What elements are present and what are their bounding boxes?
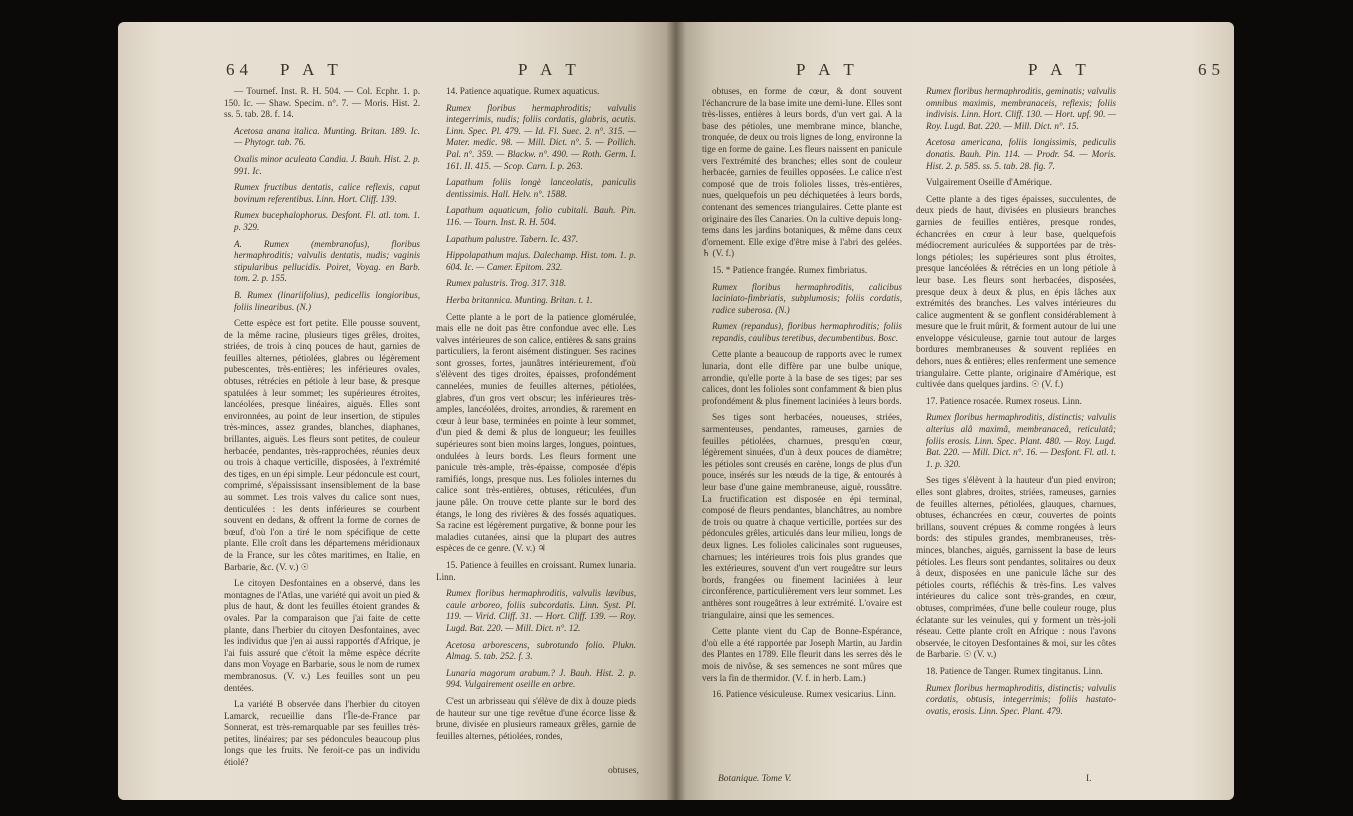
paragraph: 15. Patience à feuilles en croissant. Rumex lunaria. Linn. [436,559,636,582]
paragraph: Cette plante a beaucoup de rapports avec le rumex lunaria, dont elle diffère par une bulbe unique, arrondie, qu'elle porte à la base de ses tiges; par ses calices, dont les folioles sont confamment & bien plus profondément & plus finement laciniées à leurs bords. [702,349,902,406]
left-header-left: P A T [280,60,343,79]
left-header-right: P A T [518,60,581,79]
paragraph: Rumex palustris. Trog. 317. 318. [446,278,567,289]
paragraph: A. Rumex (membranofus), floribus hermaphroditis; valvulis dentatis, nudis; vaginis stipularibus pellucidis. Poiret, Voyag. en Barb. tom. 2. p. 155. [234,238,420,284]
paragraph: Cette espèce est fort petite. Elle pousse souvent, de la même racine, plusieurs tiges grêles, droites, striées, de trois à cinq pouces de haut, garnies de feuilles alternes, pétiolées, glabres ou légèrement pubescentes, très-entières; les inférieures ovales, obtuses, rétrécies en pétiole à leur base, & presque spatulées à leur sommet; les supérieures étroites, lancéolées, presque linéaires, aiguës. Elles sont environnées, au point de leur insertion, de stipules très-minces, assez grandes, blanches, diaphanes, brillantes, aiguës. Les fleurs sont petites, de couleur herbacée, pendantes, très-rapprochées, réunies deux ou trois à chaque verticille, disposées, à l'extrémité des tiges, en un épi simple. Leur pédoncule est court, comprimé, s'épaississant insensiblement de la base au sommet. Les trois valves du calice sont nues, denticulées : les dents inférieures se courbent souvent en dedans, & offrent la forme de cornes de bœuf, d'où l'on a tiré le nom spécifique de cette plante. Elle croît dans les départemens méridionaux de la France, sur les côtes maritimes, en Italie, en Barbarie, &c. (V. v.) ☉ [224,318,420,572]
paragraph: Acetosa anana italica. Munting. Britan. 189. Ic. — Phytogr. tab. 76. [234,125,420,148]
catchword: obtuses, [608,766,639,776]
open-book [118,12,1234,812]
paragraph: Lapathum aquaticum, folio cubitali. Bauh. Pin. 116. — Tourn. Inst. R. H. 504. [446,205,636,227]
left-page-column-1 [224,86,420,774]
paragraph: Cette plante vient du Cap de Bonne-Espérance, d'où elle a été rapportée par Joseph Martin, au Jardin des Plantes en 1789. Elle fleurit dans les serres dès le mois de nivôse, & ses semences ne sont mûres que vers la fin de thermidor. (V. f. in herb. Lam.) [702,626,902,683]
paragraph: Rumex floribus hermaphroditis, calicibus laciniato-fimbriatis, subplumosis; foliis cordatis, radice suberosa. (N.) [712,281,902,315]
signature-mark: I. [1086,774,1092,784]
paragraph: 14. Patience aquatique. Rumex aquaticus. [446,86,600,96]
book-gutter [666,22,686,800]
paragraph: Le citoyen Desfontaines en a observé, dans les montagnes de l'Atlas, une variété qui avoit un pied & plus de haut, & dont les feuilles étoient grandes & ovales. Par la comparaison que j'ai faite de cette plante, dans l'herbier du citoyen Desfontaines, avec les individus que j'en ai aussi rapportés d'Afrique, je l'ai fuis assuré que c'étoit la même espèce décrite dans mon Voyage en Barbarie, sous le nom de rumex membranosus. (V. v.) Les feuilles sont un peu dentées. [224,578,420,693]
paragraph: B. Rumex (linariifolius), pedicellis longioribus, foliis linearibus. (N.) [234,289,420,312]
paragraph: La variété B observée dans l'herbier du citoyen Lamarck, recueillie dans l'Île-de-France par Sonnerat, est très-remarquable par ses feuilles très-petites, linéaires; par ses pédoncules beaucoup plus longs que les fruits. Ne feroit-ce pas un individu étiolé? [224,699,420,768]
paragraph: Acetosa americana, foliis longissimis, pediculis donatis. Bauh. Pin. 114. — Prodr. 54. — Moris. Hist. 2. p. 585. ss. 5. tab. 28. fig. 7. [926,137,1116,171]
left-page-number: 64 [226,60,253,79]
paragraph: Rumex (repandus), floribus hermaphroditis; foliis repandis, caulibus teretibus, decumbentibus. Bosc. [712,321,902,343]
right-page-column-2 [916,86,1116,722]
left-page-column-2 [436,86,636,747]
paragraph: Hippolapathum majus. Dalechamp. Hist. tom. 1. p. 604. Ic. — Camer. Epitom. 232. [446,250,636,272]
paragraph: Rumex fructibus dentatis, calice reflexis, caput bovinum referentibus. Linn. Hort. Cliff. 139. [234,182,420,204]
paragraph: Rumex floribus hermaphroditis; valvulis integerrimis, nudis; foliis cordatis, glabris, acutis. Linn. Spec. Pl. 479. — Id. Fl. Suec. 2. n°. 315. — Mater. medic. 98. — Mill. Dict. n°. 5. — Pollich. Pal. n°. 359. — Blackw. n°. 490. — Roth. Germ. I. 161. II. 415. — Scop. Carn. I. p. 263. [446,102,636,171]
paragraph: — Tournef. Inst. R. H. 504. — Col. Ecphr. 1. p. 150. Ic. — Shaw. Specim. n°. 7. — Moris. Hist. 2. ss. 5. tab. 28. f. 14. [224,86,420,120]
paragraph: Cette plante a des tiges épaisses, succulentes, de deux pieds de haut, divisées en plusieurs branches garnies de feuilles entières, presque rondes, échancrées en cœur à leur base, quelquefois médiocrement auriculées & supportées par de très-longs pétioles; les supérieures sont plus étroites, presque lancéolées & rétrécies en un long pétiole à leur base. Les fleurs sont herbacées, disposées, presque deux à deux & plus, en épis lâches aux extrémités des branches. Les valves intérieures du calice augmentent & se gonflent considérablement à mesure que le fruit mûrit, & forment autour de lui une enveloppe vésiculeuse, garnie tout autour de larges bordures membraneuses & souvent repliées en dehors, nues & entières; elles renferment une semence triangulaire. Cette plante, originaire d'Amérique, est cultivée dans quelques jardins. ☉ (V. f.) [916,193,1117,390]
paragraph: 17. Patience rosacée. Rumex roseus. Linn. [926,395,1082,406]
paragraph: Rumex floribus hermaphroditis, valvulis lævibus, caule arboreo, foliis subcordatis. Linn. Syst. Pl. 119. — Virid. Cliff. 31. — Hort. Cliff. 139. — Roy. Lugd. Bat. 220. — Mill. Dict. n°. 12. [446,588,636,633]
footer-volume: Botanique. Tome V. [718,774,792,784]
paragraph: 15. * Patience frangée. Rumex fimbriatus. [712,264,868,275]
paragraph: 16. Patience vésiculeuse. Rumex vesicarius. Linn. [712,689,896,700]
paragraph: Cette plante a le port de la patience glomérulée, mais elle ne doit pas être confondue avec elle. Les valves intérieures de son calice, entières & sans grains particuliers, la feront aisément distinguer. Ses racines sont grosses, fortes, jaunâtres intérieurement, d'où s'élèvent des tiges droites, épaisses, profondément cannelées, munies de feuilles alternes, pétiolées, glabres, d'un gros vert obscur; les inférieures très-amples, lancéolées, droites, arrondies, & rarement en cœur à leur base, terminées en pointe à leur sommet, d'un pied & demi & plus de longueur; les feuilles supérieures sont bien moins larges, longues, pointues, ondulées à leurs bords. Les fleurs forment une panicule très-ample, très-épaisse, composée d'épis ramifiés, longs, presque nus. Les folioles internes du calice sont très-entières, obtuses, réticulées, d'un jaune pâle. On trouve cette plante sur le bord des étangs, le long des rivières & des fossés aquatiques. Sa racine est légèrement purgative, & bonne pour les maladies cutanées, ainsi que la plupart des autres espèces de ce genre. (V. v.) ♃ [436,311,636,554]
paragraph: Rumex floribus hermaphroditis, geminatis; valvulis omnibus maximis, membranaceis, reflexis; foliis indivisis. Linn. Hort. Cliff. 130. — Hort. upf. 90. — Roy. Lugd. Bat. 220. — Mill. Dict. n°. 15. [926,86,1116,131]
paragraph: obtuses, en forme de cœur, & dont souvent l'échancrure de la base imite une demi-lune. Elles sont très-lisses, entières à leurs bords, d'un vert gai. A la base des pétioles, une membrane mince, blanche, tronquée, de deux ou trois lignes de long, environne la tige en forme de gaine. Les fleurs naissent en panicule vers l'extrémité des branches; elles sont de couleur herbacée, garnies de feuilles opposées. Le calice n'est composé que de trois folioles lisses, très-entières, nues, quelquefois un peu déchiquetées à leurs bords, contenant des semences triangulaires. Cette plante est originaire des îles Canaries. On la cultive depuis long-tems dans les jardins botaniques, & même dans ceux d'ornement. Elle exige d'être mise à l'abri des gelées. ♄ (V. f.) [702,86,902,259]
paragraph: Ses tiges s'élèvent à la hauteur d'un pied environ; elles sont glabres, droites, striées, rameuses, garnies de feuilles alternes, pétiolées, glauques, charnues, obtuses, échancrées en cœur, couvertes de points brillans, souvent crépues & comme rongées à leurs bords: des stipules grandes, membraneuses, très-minces, blanches, aiguës, garnissent la base de leurs pétioles. Les fleurs sont pendantes, solitaires ou deux à deux, disposées en une panicule lâche sur des pétioles courts, réfléchis & très-fins. Les valves intérieures du calice sont très-grandes, en cœur, obtuses, comprimées, d'une belle couleur rouge, plus éclatante sur les veinules, qui y forment un très-joli réseau. Cette plante croît en Afrique : nous l'avons observée, le citoyen Desfontaines & moi, sur les côtes de Barbarie. ☉ (V. v.) [916,475,1116,660]
right-page-column-1 [702,86,902,706]
paragraph: Ses tiges sont herbacées, noueuses, striées, sarmenteuses, pendantes, rameuses, garnies de feuilles pétiolées, charnues, presqu'en cœur, légèrement sinuées, d'un à deux pouces de diamètre; les pétioles sont creusés en carène, longs de plus d'un pouce, insérés sur les nœuds de la tige, & entourés à leur base d'une gaine membraneuse, aiguë, roussâtre. La fructification est disposée en épi terminal, composé de fleurs pendantes, blanchâtres, au nombre de trois ou quatre à chaque verticille, portées sur des pédoncules grêles, articulés dans leur milieu, longs de deux lignes. Les folioles calicinales sont rugueuses, charnues; les intérieures trois fois plus grandes que les extérieures, souvent d'un vert rougeâtre sur leurs bords, frangées ou finement laciniées à leur circonférence, particulièrement vers leur sommet. Les anthères sont rougeâtres à leur extrémité. L'ovaire est triangulaire, ainsi que les semences. [702,412,902,620]
paragraph: Lunaria magorum arabum.? J. Bauh. Hist. 2. p. 994. Vulgairement oseille en arbre. [446,667,636,690]
paragraph: 18. Patience de Tanger. Rumex tingitanus. Linn. [926,665,1103,676]
left-page [118,22,676,800]
right-header-right: P A T [1028,60,1091,79]
paragraph: C'est un arbrisseau qui s'élève de dix à douze pieds de hauteur sur une tige revêtue d'une écorce lisse & brune, divisée en plusieurs rameaux grêles, garnie de feuilles alternes, pétiolées, rondes, [436,695,636,741]
right-page-number: 65 [1198,60,1225,79]
paragraph: Lapathum palustre. Tabern. Ic. 437. [446,233,579,244]
paragraph: Herba britannica. Munting. Britan. t. 1. [446,294,593,305]
paragraph: Oxalis minor aculeata Candia. J. Bauh. Hist. 2. p. 991. Ic. [234,153,420,176]
right-page [676,22,1234,800]
paragraph: Rumex bucephalophorus. Desfont. Fl. atl. tom. 1. p. 329. [234,210,420,232]
paragraph: Lapathum foliis longè lanceolatis, paniculis dentissimis. Hall. Helv. n°. 1588. [446,177,636,199]
paragraph: Rumex floribus hermaphroditis, distinctis; valvulis cordatis, obtusis, integerrimis; foliis hastato-ovatis, erosis. Linn. Spec. Plant. 479. [926,682,1116,716]
right-header-left: P A T [796,60,859,79]
paragraph: Acetosa arborescens, subrotundo folio. Plukn. Almag. 5. tab. 252. f. 3. [446,639,636,662]
paragraph: Vulgairement Oseille d'Amérique. [926,177,1052,188]
paragraph: Rumex floribus hermaphroditis, distinctis; valvulis alterius alâ maximâ, membranaceâ, reticulatâ; foliis erosis. Linn. Spec. Plant. 480. — Roy. Lugd. Bat. 220. — Mill. Dict. n°. 16. — Desfont. Fl. atl. t. 1. p. 320. [926,412,1116,469]
